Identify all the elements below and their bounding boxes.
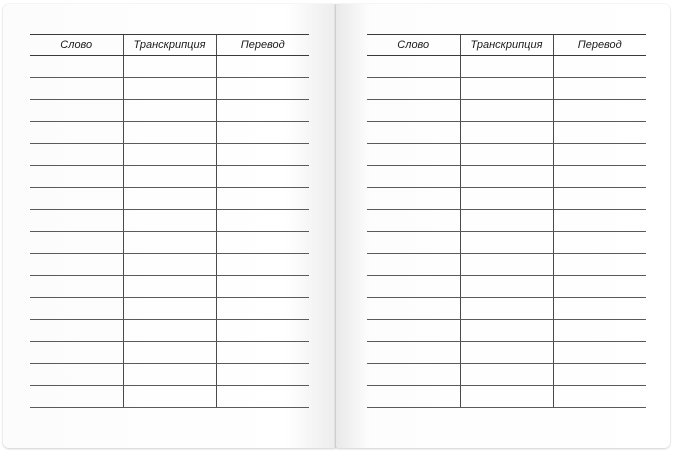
blank-row: [30, 232, 309, 254]
left-page: [3, 4, 336, 448]
blank-row: [367, 342, 646, 364]
transcription-cell: [460, 56, 553, 78]
word-cell: [30, 188, 123, 210]
blank-row: [367, 298, 646, 320]
blank-row: [367, 386, 646, 408]
translation-cell: [553, 122, 646, 144]
translation-cell: [553, 210, 646, 232]
transcription-cell: [123, 232, 216, 254]
word-cell: [367, 166, 460, 188]
transcription-cell: [460, 276, 553, 298]
word-cell: [367, 364, 460, 386]
translation-cell: [216, 298, 309, 320]
word-cell: [30, 56, 123, 78]
word-cell: [30, 276, 123, 298]
translation-cell: [553, 320, 646, 342]
translation-cell: [553, 254, 646, 276]
translation-cell: [216, 254, 309, 276]
blank-row: [367, 78, 646, 100]
transcription-cell: [460, 100, 553, 122]
word-cell: [367, 320, 460, 342]
word-cell: [367, 56, 460, 78]
blank-row: [30, 144, 309, 166]
blank-row: [30, 56, 309, 78]
transcription-cell: [460, 364, 553, 386]
column-header-translation: Перевод: [216, 35, 309, 56]
transcription-cell: [123, 298, 216, 320]
transcription-cell: [123, 100, 216, 122]
blank-row: [30, 166, 309, 188]
translation-cell: [216, 276, 309, 298]
blank-row: [30, 210, 309, 232]
blank-row: [30, 122, 309, 144]
transcription-cell: [460, 188, 553, 210]
word-cell: [367, 386, 460, 408]
blank-row: [367, 364, 646, 386]
column-header-translation: Перевод: [553, 35, 646, 56]
transcription-cell: [123, 254, 216, 276]
translation-cell: [216, 144, 309, 166]
blank-row: [30, 298, 309, 320]
translation-cell: [216, 56, 309, 78]
word-cell: [367, 188, 460, 210]
word-cell: [30, 122, 123, 144]
translation-cell: [216, 232, 309, 254]
transcription-cell: [123, 364, 216, 386]
column-header-word: Слово: [367, 35, 460, 56]
word-cell: [367, 210, 460, 232]
translation-cell: [216, 364, 309, 386]
blank-row: [30, 386, 309, 408]
transcription-cell: [123, 188, 216, 210]
blank-row: [30, 276, 309, 298]
blank-row: [30, 320, 309, 342]
transcription-cell: [123, 56, 216, 78]
translation-cell: [216, 188, 309, 210]
translation-cell: [553, 56, 646, 78]
translation-cell: [553, 342, 646, 364]
word-cell: [30, 364, 123, 386]
word-cell: [30, 254, 123, 276]
transcription-cell: [123, 122, 216, 144]
blank-row: [30, 188, 309, 210]
word-cell: [367, 122, 460, 144]
right-header-row: [367, 35, 646, 56]
blank-row: [367, 276, 646, 298]
transcription-cell: [460, 166, 553, 188]
translation-cell: [216, 342, 309, 364]
blank-row: [30, 342, 309, 364]
translation-cell: [216, 78, 309, 100]
left-table-body: [30, 56, 309, 408]
column-header-word: Слово: [30, 35, 123, 56]
translation-cell: [553, 386, 646, 408]
transcription-cell: [123, 320, 216, 342]
word-cell: [30, 342, 123, 364]
word-cell: [30, 386, 123, 408]
word-cell: [367, 276, 460, 298]
open-notebook-spread: [3, 2, 670, 450]
blank-row: [30, 364, 309, 386]
transcription-cell: [460, 298, 553, 320]
transcription-cell: [123, 144, 216, 166]
translation-cell: [216, 386, 309, 408]
blank-row: [367, 210, 646, 232]
translation-cell: [553, 364, 646, 386]
translation-cell: [216, 320, 309, 342]
right-vocabulary-table: [367, 34, 646, 408]
column-header-transcription: Транскрипция: [123, 35, 216, 56]
blank-row: [367, 144, 646, 166]
blank-row: [367, 188, 646, 210]
blank-row: [367, 100, 646, 122]
word-cell: [367, 144, 460, 166]
translation-cell: [553, 298, 646, 320]
translation-cell: [216, 210, 309, 232]
left-vocabulary-table: [30, 34, 309, 408]
transcription-cell: [123, 166, 216, 188]
word-cell: [30, 232, 123, 254]
transcription-cell: [123, 210, 216, 232]
blank-row: [30, 100, 309, 122]
transcription-cell: [460, 78, 553, 100]
transcription-cell: [460, 320, 553, 342]
translation-cell: [553, 166, 646, 188]
translation-cell: [553, 188, 646, 210]
right-table-body: [367, 56, 646, 408]
transcription-cell: [460, 254, 553, 276]
word-cell: [30, 100, 123, 122]
transcription-cell: [123, 276, 216, 298]
word-cell: [30, 320, 123, 342]
transcription-cell: [123, 386, 216, 408]
right-page: [336, 4, 670, 448]
translation-cell: [216, 166, 309, 188]
blank-row: [367, 56, 646, 78]
left-header-row: [30, 35, 309, 56]
word-cell: [30, 78, 123, 100]
word-cell: [367, 254, 460, 276]
transcription-cell: [460, 342, 553, 364]
transcription-cell: [460, 386, 553, 408]
translation-cell: [553, 276, 646, 298]
translation-cell: [216, 122, 309, 144]
blank-row: [367, 254, 646, 276]
blank-row: [367, 166, 646, 188]
word-cell: [367, 342, 460, 364]
transcription-cell: [123, 78, 216, 100]
blank-row: [367, 232, 646, 254]
transcription-cell: [460, 232, 553, 254]
blank-row: [367, 122, 646, 144]
word-cell: [367, 298, 460, 320]
translation-cell: [553, 100, 646, 122]
translation-cell: [553, 232, 646, 254]
word-cell: [30, 298, 123, 320]
transcription-cell: [460, 122, 553, 144]
word-cell: [367, 232, 460, 254]
word-cell: [30, 144, 123, 166]
transcription-cell: [123, 342, 216, 364]
blank-row: [30, 254, 309, 276]
column-header-transcription: Транскрипция: [460, 35, 553, 56]
translation-cell: [216, 100, 309, 122]
transcription-cell: [460, 144, 553, 166]
translation-cell: [553, 78, 646, 100]
blank-row: [30, 78, 309, 100]
word-cell: [30, 210, 123, 232]
word-cell: [367, 100, 460, 122]
blank-row: [367, 320, 646, 342]
word-cell: [367, 78, 460, 100]
translation-cell: [553, 144, 646, 166]
transcription-cell: [460, 210, 553, 232]
word-cell: [30, 166, 123, 188]
